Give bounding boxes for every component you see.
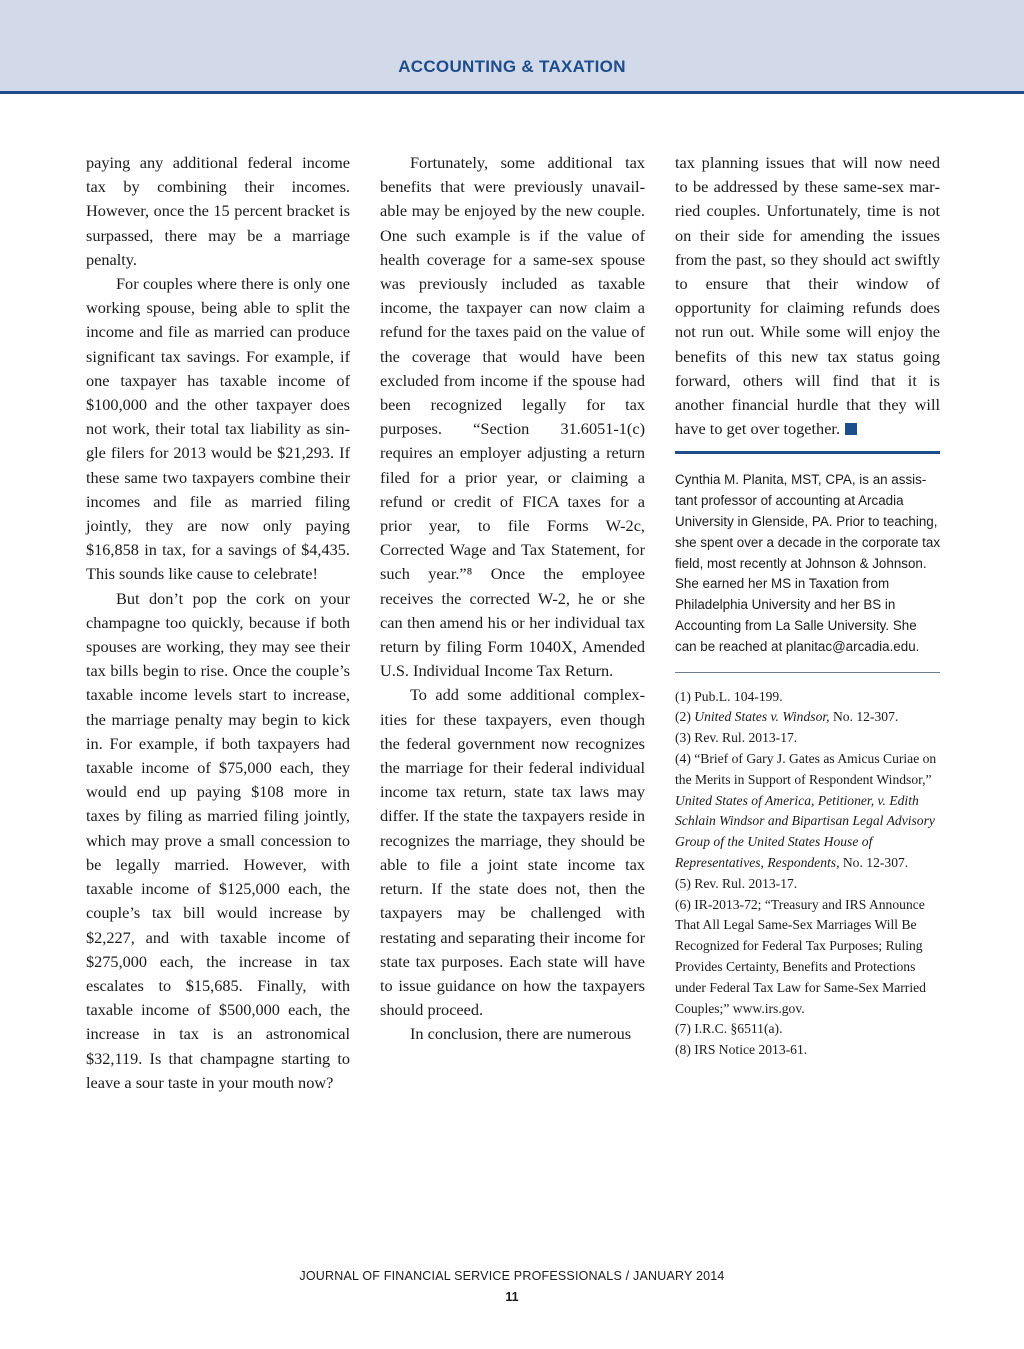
end-of-article-square-icon: [845, 423, 857, 435]
paragraph: For couples where there is only one working spouse, being able to split the income and file as married can produce significant tax savings. For example, if one taxpayer has taxable income of $100,000 and the other taxpayer does not work, their total tax liability as single filers for 2013 would be $21,293. If these same two taxpayers combine their incomes and file as married filing jointly, they are now only paying $16,858 in tax, for a savings of $4,435. This sounds like cause to celebrate!: [86, 274, 350, 584]
paragraph-text: tax planning issues that will now need to be addressed by these same-sex married couples. Unfortunately, time is not on their side for amending the issues from the past, so they should act swiftly to ensure that their window of opportunity for claiming refunds does not run out. While some will enjoy the benefits of this new tax status going forward, others will find that it is another financial hurdle that they will have to get over together.: [675, 153, 940, 439]
endnote-item: (3) Rev. Rul. 2013-17.: [675, 730, 798, 746]
author-bio: Cynthia M. Planita, MST, CPA, is an assistant professor of accounting at Arcadia University in Glenside, PA. Prior to teaching, she spent over a decade in the corporate tax field, most recently at Johnson & Johnson. She earned her MS in Taxation from Philadelphia University and her BS in Accounting from La Salle University. She can be reached at planitac@arcadia.edu.: [675, 472, 941, 654]
article-column-3: [675, 151, 940, 1061]
endnote-item: (7) I.R.C. §6511(a).: [675, 1021, 783, 1037]
endnotes: [675, 687, 940, 1061]
paragraph: But don’t pop the cork on your champagne too quickly, because if both spouses are working, they may see their tax bills begin to rise. Once the couple’s taxable income levels start to increase, the marriage penalty may begin to kick in. For example, if both taxpayers had taxable income of $75,000 each, they would end up paying $108 more in taxes by filing as married filing jointly, which may prove a small concession to be legally married. However, with taxable income of $125,000 each, the couple’s tax bill would increase by $2,227, and with taxable income of $275,000 each, the increase in tax escalates to $15,685. Finally, with taxable income of $500,000 each, the increase in tax is an astronomical $32,119. Is that champagne starting to leave a sour taste in your mouth now?: [86, 588, 350, 1092]
paragraph: In conclusion, there are numerous: [410, 1024, 632, 1044]
divider: [675, 672, 940, 673]
divider: [675, 451, 940, 454]
endnote-item: (8) IRS Notice 2013-61.: [675, 1042, 808, 1058]
endnote-item: (5) Rev. Rul. 2013-17.: [675, 875, 798, 891]
endnote-item: (4) “Brief of Gary J. Gates as Amicus Curiae on the Merits in Support of Respondent Windsor,” United States of America, Petitioner, v. Edith Schlain Windsor and Bipartisan Legal Advisory Group of the United States House of Representatives, Respondents, No. 12-307.: [675, 751, 937, 870]
endnote-item: (2) United States v. Windsor, No. 12-307.: [675, 709, 899, 725]
header-band: [0, 0, 1024, 94]
paragraph-conclusion: [675, 151, 940, 441]
endnote-item: (6) IR-2013-72; “Treasury and IRS Announce That All Legal Same-Sex Marriages Will Be Recognized for Federal Tax Purposes; Ruling Provides Certainty, Benefits and Protections under Federal Tax Law for Same-Sex Married Couples;” www.irs.gov.: [675, 896, 926, 1016]
paragraph: Fortunately, some additional tax benefits that were previously unavailable may be enjoyed by the new couple. One such example is if the value of health coverage for a same-sex spouse was previously included as taxable income, the taxpayer can now claim a refund for the taxes paid on the value of the coverage that would have been excluded from income if the spouse had been recognized legally for tax purposes. “Section 31.6051-1(c) requires an employer adjusting a return filed for a prior year, or claiming a refund or credit of FICA taxes for a prior year, to file Forms W-2c, Corrected Wage and Tax Statement, for such year.”⁸ Once the employee receives the corrected W-2, he or she can then amend his or her individual tax return by filing Form 1040X, Amended U.S. Individual Income Tax Return.: [380, 153, 645, 681]
page-number: 11: [505, 1290, 519, 1304]
paragraph: To add some additional complexities for these taxpayers, even though the federal government now recognizes the marriage for their federal individual income tax return, state tax laws may differ. If the state the taxpayers reside in recognizes the marriage, they should be able to file a joint state income tax return. If the state does not, then the taxpayers may be challenged with restating and separating their income for state tax purposes. Each state will have to issue guidance on how the taxpayers should proceed.: [380, 685, 645, 1020]
footer-journal-title: JOURNAL OF FINANCIAL SERVICE PROFESSIONALS / JANUARY 2014: [299, 1269, 725, 1283]
article-column-2: [380, 151, 645, 1047]
endnote-item: (1) Pub.L. 104-199.: [675, 688, 783, 704]
paragraph: paying any additional federal income tax by combining their incomes. However, once the 15 percent bracket is surpassed, there may be a marriage penalty.: [86, 153, 350, 269]
article-column-1: [86, 151, 350, 1095]
section-title: ACCOUNTING & TAXATION: [398, 57, 626, 76]
